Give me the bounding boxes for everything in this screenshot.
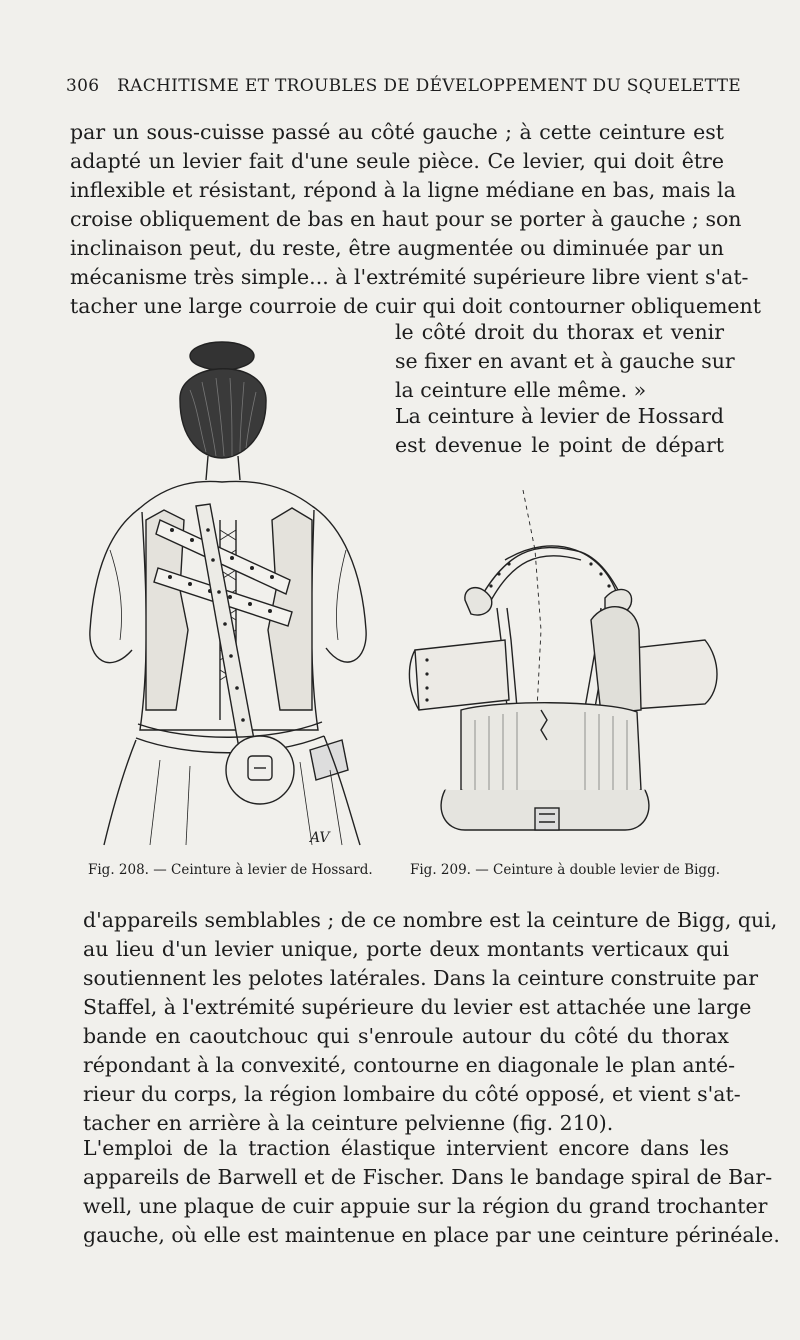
paragraph-2: [395, 318, 735, 405]
text-line: au lieu d'un levier unique, porte deux montants verticaux qui: [83, 937, 729, 961]
paragraph-5: [83, 1134, 780, 1250]
paragraph-4: [83, 906, 778, 1138]
text-line: d'appareils semblables ; de ce nombre est la ceinture de Bigg, qui,: [83, 908, 778, 932]
text-line: La ceinture à levier de Hossard: [395, 404, 724, 428]
paragraph-1: [70, 118, 761, 321]
running-title: RACHITISME ET TROUBLES DE DÉVELOPPEMENT DU SQUELETTE: [117, 76, 741, 96]
text-line: est devenue le point de départ: [395, 433, 724, 457]
text-line: mécanisme très simple... à l'extrémité supérieure libre vient s'at-: [70, 265, 749, 289]
text-line: inclinaison peut, du reste, être augmentée ou diminuée par un: [70, 236, 724, 260]
paragraph-3: [395, 402, 724, 460]
text-line: par un sous-cuisse passé au côté gauche ; à cette ceinture est: [70, 120, 724, 144]
figure-209-bigg-belt-illustration: [405, 490, 725, 850]
figure-208-caption: Fig. 208. — Ceinture à levier de Hossard.: [88, 862, 373, 878]
running-header: [66, 76, 741, 96]
figure-209-caption: Fig. 209. — Ceinture à double levier de Bigg.: [410, 862, 720, 878]
text-line: L'emploi de la traction élastique intervient encore dans les: [83, 1136, 729, 1160]
text-line: gauche, où elle est maintenue en place par une ceinture périnéale.: [83, 1223, 780, 1247]
text-line: bande en caoutchouc qui s'enroule autour du côté du thorax: [83, 1024, 729, 1048]
text-line: rieur du corps, la région lombaire du côté opposé, et vient s'at-: [83, 1082, 741, 1106]
figure-208-hossard-belt-illustration: [80, 330, 380, 850]
text-line: Staffel, à l'extrémité supérieure du levier est attachée une large: [83, 995, 752, 1019]
text-line: répondant à la convexité, contourne en diagonale le plan anté-: [83, 1053, 736, 1077]
artist-monogram: AV: [310, 830, 330, 846]
text-line: tacher une large courroie de cuir qui doit contourner obliquement: [70, 294, 761, 318]
text-line: well, une plaque de cuir appuie sur la région du grand trochanter: [83, 1194, 768, 1218]
text-line: le côté droit du thorax et venir: [395, 320, 724, 344]
text-line: soutiennent les pelotes latérales. Dans la ceinture construite par: [83, 966, 759, 990]
text-line: tacher en arrière à la ceinture pelvienne (fig. 210).: [83, 1111, 614, 1135]
text-line: se fixer en avant et à gauche sur: [395, 349, 735, 373]
text-line: croise obliquement de bas en haut pour se porter à gauche ; son: [70, 207, 742, 231]
text-line: inflexible et résistant, répond à la ligne médiane en bas, mais la: [70, 178, 736, 202]
text-line: adapté un levier fait d'une seule pièce. Ce levier, qui doit être: [70, 149, 724, 173]
page-number: 306: [66, 76, 100, 96]
text-line: la ceinture elle même. »: [395, 378, 647, 402]
text-line: appareils de Barwell et de Fischer. Dans le bandage spiral de Bar-: [83, 1165, 773, 1189]
